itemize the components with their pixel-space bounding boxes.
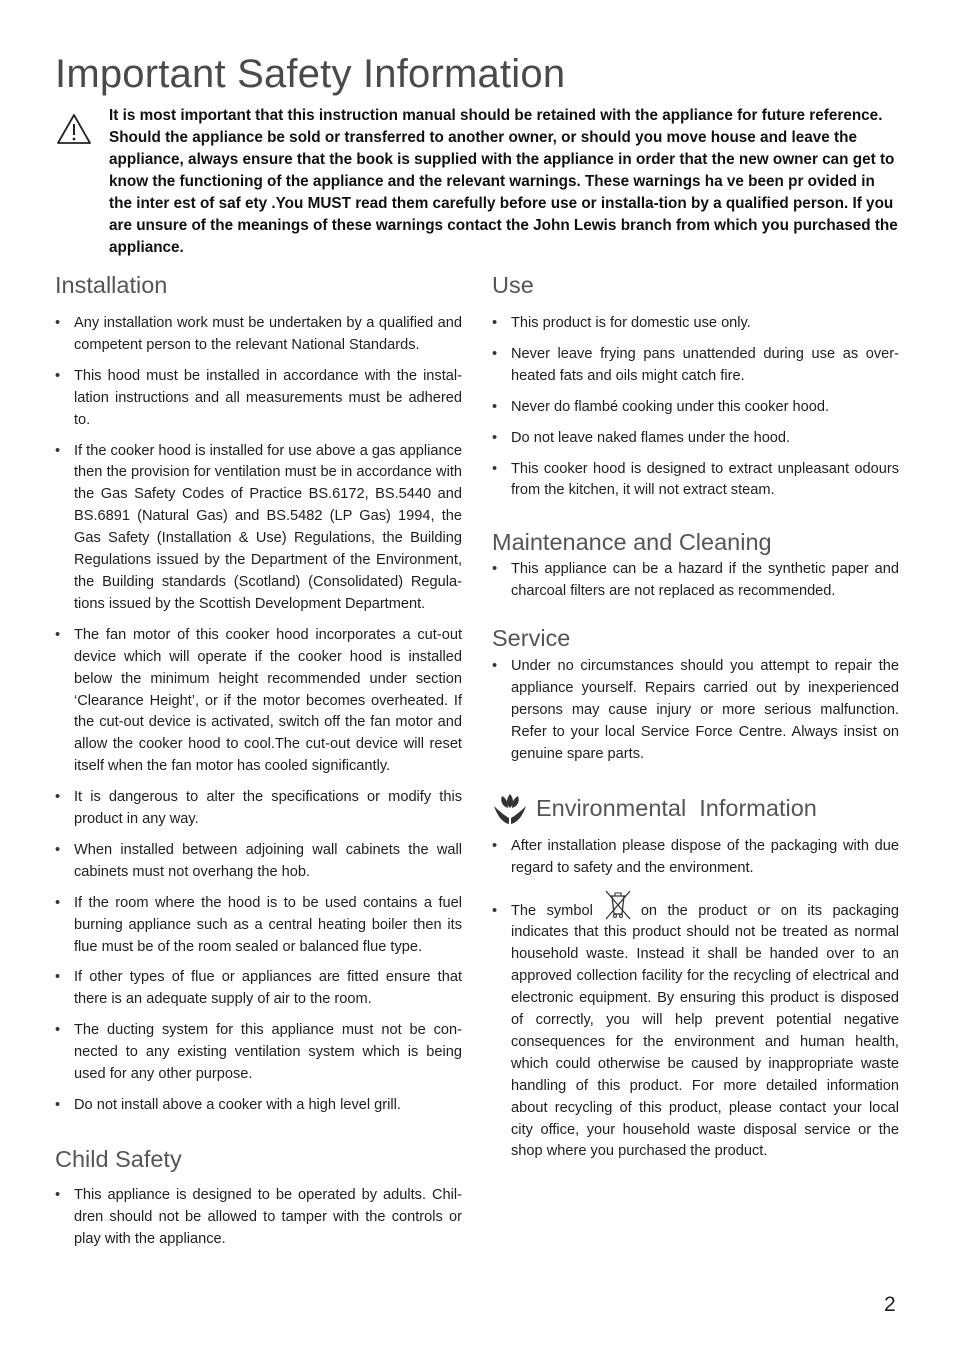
use-list <box>492 313 899 502</box>
page-title: Important Safety Information <box>55 52 566 96</box>
list-item: • It is dangerous to alter the specifications or modify this product in any way. <box>55 787 462 831</box>
list-item: • Do not leave naked flames under the hood. <box>492 428 899 450</box>
leaf-icon <box>492 790 528 826</box>
list-item: • After installation please dispose of the packaging with due regard to safety and the environment. <box>492 836 899 880</box>
child-safety-list <box>55 1185 462 1251</box>
list-item: • If the cooker hood is installed for use above a gas appliance then the provision for ventilation must be in accordance with the Gas Safety Codes of Practice BS.6172, BS.5440 and BS.6891 (Natural Gas) and BS.5482 (LP Gas) 1994, the Gas Safety (Installation & Use) Regulations, the Building Regulations issued by the Department of the Environment, the Building standards (Scotland) (Consolidated) Regula-tions issued by the Scottish Development Department. <box>55 441 462 616</box>
service-heading: Service <box>492 625 571 652</box>
list-item: • The fan motor of this cooker hood incorporates a cut-out device which will operate if the cooker hood is installed below the minimum height recommended under section ‘Clearance Height’, or if the motor becomes overheated. If the cut-out device is activated, switch off the fan motor and allow the cooker hood to cool.The cut-out device will reset itself when the fan motor has cooled significantly. <box>55 625 462 778</box>
list-item: • If the room where the hood is to be used contains a fuel burning appliance such as a central heating boiler then its flue must be of the room sealed or balanced flue type. <box>55 893 462 959</box>
maintenance-list <box>492 559 899 603</box>
list-item: • Never do flambé cooking under this cooker hood. <box>492 397 899 419</box>
crossed-out-bin-icon <box>601 887 635 921</box>
page-number: 2 <box>884 1293 896 1316</box>
intro-warning-text: It is most important that this instruction manual should be retained with the appliance for future reference. Should the appliance be sold or transferred to another owner, or should you move house and leave the appliance, always ensure that the book is supplied with the appliance in order that the new owner can get to know the functioning of the appliance and the relevant warnings. These warnings ha ve been pr ovided in the inter est of saf ety .You MUST read them carefully before use or installa-tion by a qualified person. If you are unsure of the meanings of these warnings contact the John Lewis branch from which you purchased the appliance. <box>109 107 898 256</box>
environmental-heading: Environmental Information <box>536 794 817 821</box>
use-heading: Use <box>492 272 534 298</box>
list-item: • This appliance is designed to be operated by adults. Chil-dren should not be allowed to tamper with the controls or play with the appliance. <box>55 1185 462 1251</box>
installation-list <box>55 313 462 1117</box>
weee-text-before: The symbol <box>511 902 593 919</box>
list-item: • This product is for domestic use only. <box>492 313 899 335</box>
list-item-weee <box>492 901 899 1164</box>
left-column <box>55 270 462 1251</box>
list-item: • Any installation work must be undertaken by a qualified and competent person to the relevant National Standards. <box>55 313 462 357</box>
list-item: • The ducting system for this appliance must not be con-nected to any existing ventilation system which is being used for any other purpose. <box>55 1020 462 1086</box>
service-list <box>492 656 899 766</box>
list-item: • This hood must be installed in accordance with the instal-lation instructions and all measurements must be adhered to. <box>55 366 462 432</box>
list-item: • Under no circumstances should you attempt to repair the appliance yourself. Repairs carried out by inexperienced persons may cause injury or more serious malfunction. Refer to your local Service Force Centre. Always insist on genuine spare parts. <box>492 656 899 766</box>
list-item: • Never leave frying pans unattended during use as over-heated fats and oils might catch fire. <box>492 344 899 388</box>
list-item: • This cooker hood is designed to extract unpleasant odours from the kitchen, it will not extract steam. <box>492 459 899 503</box>
environmental-list <box>492 836 899 1164</box>
list-item: • When installed between adjoining wall cabinets the wall cabinets must not overhang the hob. <box>55 840 462 884</box>
child-safety-heading: Child Safety <box>55 1145 182 1172</box>
list-item: • If other types of flue or appliances are fitted ensure that there is an adequate supply of air to the room. <box>55 967 462 1011</box>
environmental-header <box>492 790 899 826</box>
warning-triangle-icon <box>56 113 92 145</box>
right-column <box>492 270 899 1163</box>
weee-text-after: on the product or on its packaging indicates that this product should not be treated as normal household waste. Instead it shall be handed over to an approved collection facility for the recycling of electrical and electronic equipment. By ensuring this product is disposed of correctly, you will help prevent potential negative consequences for the environment and human health, which could otherwise be caused by inappropriate waste handling of this product. For more detailed information about recycling of this product, please contact your local city office, your household waste disposal service or the shop where you purchased the product. <box>511 902 899 1160</box>
maintenance-heading: Maintenance and Cleaning <box>492 529 772 556</box>
list-item: • Do not install above a cooker with a high level grill. <box>55 1095 462 1117</box>
installation-heading: Installation <box>55 272 168 298</box>
list-item: • This appliance can be a hazard if the synthetic paper and charcoal filters are not replaced as recommended. <box>492 559 899 603</box>
